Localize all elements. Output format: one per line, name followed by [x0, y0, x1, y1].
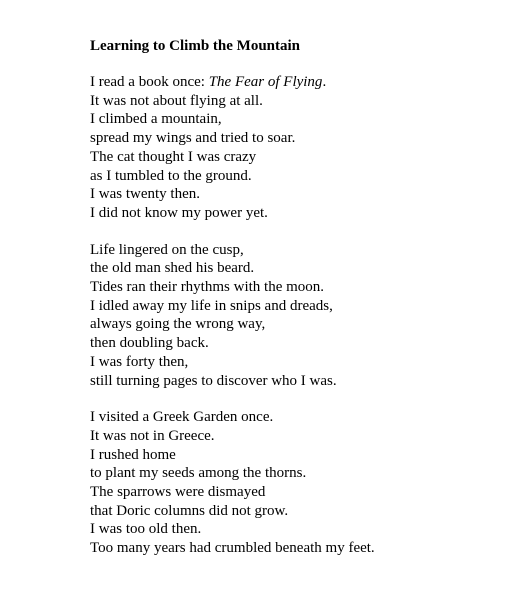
poem-page	[90, 36, 510, 576]
poem-title: Learning to Climb the Mountain	[90, 38, 301, 54]
stanza-1	[90, 73, 510, 223]
poem-line: It was not in Greece.	[90, 427, 215, 444]
poem-line: The sparrows were dismayed	[90, 484, 266, 501]
poem-line: Life lingered on the cusp,	[90, 241, 244, 258]
poem-line: I was twenty then.	[90, 186, 200, 203]
poem-line: that Doric columns did not grow.	[90, 502, 289, 519]
poem-line: to plant my seeds among the thorns.	[90, 465, 307, 482]
poem-line: I rushed home	[90, 446, 176, 463]
poem-line: spread my wings and tried to soar.	[90, 130, 296, 147]
poem-line: I was too old then.	[90, 521, 202, 538]
poem-line	[90, 73, 510, 92]
poem-line: I visited a Greek Garden once.	[90, 409, 274, 426]
poem-line: The cat thought I was crazy	[90, 148, 257, 165]
book-title: The Fear of Flying	[208, 74, 323, 90]
line-text: .	[322, 74, 327, 90]
poem-line: Tides ran their rhythms with the moon.	[90, 279, 325, 296]
poem-line: then doubling back.	[90, 335, 209, 352]
poem-line: I was forty then,	[90, 353, 189, 370]
poem-line: always going the wrong way,	[90, 316, 266, 333]
poem-line: the old man shed his beard.	[90, 260, 255, 277]
poem-line: I climbed a mountain,	[90, 111, 222, 128]
line-text: I read a book once:	[90, 74, 209, 90]
poem-line: I idled away my life in snips and dreads,	[90, 297, 333, 314]
poem-line: It was not about flying at all.	[90, 92, 263, 109]
stanza-2	[90, 241, 510, 391]
poem-line: still turning pages to discover who I was.	[90, 372, 337, 389]
poem-line: I did not know my power yet.	[90, 204, 268, 221]
poem-line: as I tumbled to the ground.	[90, 167, 252, 184]
poem-line: Too many years had crumbled beneath my feet.	[90, 540, 375, 557]
stanza-3	[90, 408, 510, 558]
